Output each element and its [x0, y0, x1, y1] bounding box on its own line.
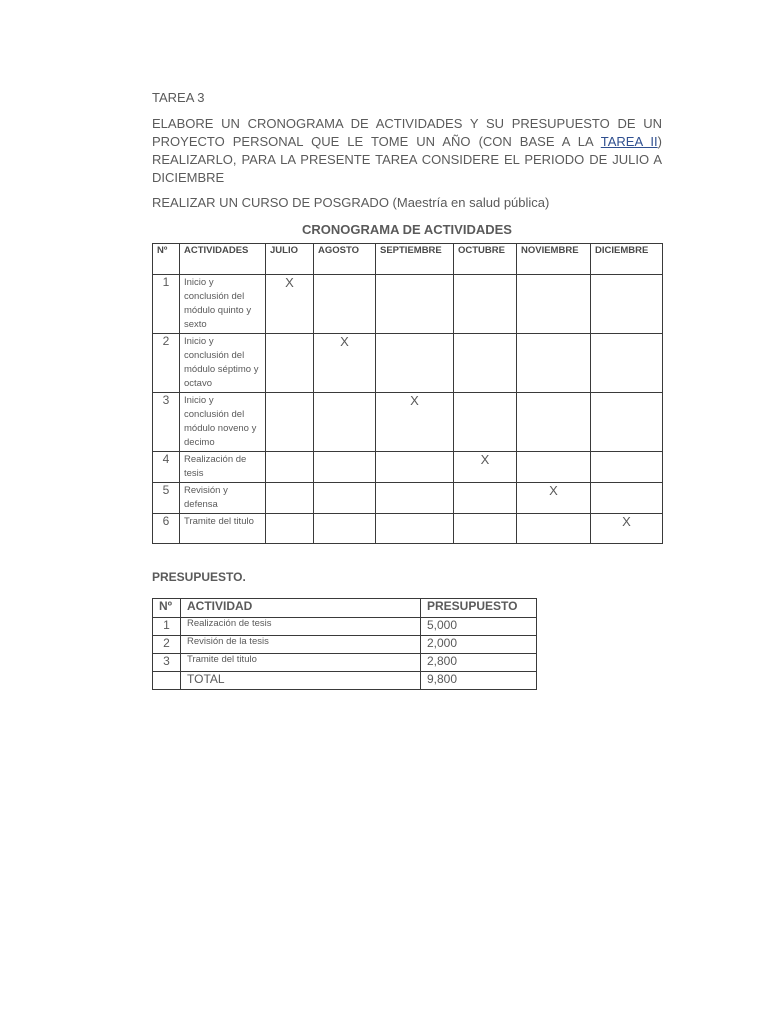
- budget-table: [152, 598, 537, 690]
- tarea-ii-link[interactable]: TAREA II: [600, 134, 658, 149]
- schedule-month-cell: [314, 452, 376, 483]
- instructions-text: ELABORE UN CRONOGRAMA DE ACTIVIDADES Y SU PRESUPUESTO DE UN PROYECTO PERSONAL QUE LE TOME UN AÑO (CON BASE A LA: [152, 116, 662, 149]
- schedule-header-6: NOVIEMBRE: [517, 244, 591, 275]
- schedule-body: [153, 275, 663, 544]
- budget-header-2: PRESUPUESTO: [421, 599, 537, 618]
- budget-row-number: 2: [153, 636, 181, 654]
- budget-row: [153, 618, 537, 636]
- schedule-mark: X: [517, 483, 591, 514]
- schedule-mark: X: [266, 275, 314, 334]
- budget-total-amount: 9,800: [421, 672, 537, 690]
- schedule-month-cell: [591, 275, 663, 334]
- budget-header-1: ACTIVIDAD: [181, 599, 421, 618]
- budget-header-0: Nº: [153, 599, 181, 618]
- budget-row-amount: 2,800: [421, 654, 537, 672]
- budget-total-number: [153, 672, 181, 690]
- schedule-month-cell: [266, 452, 314, 483]
- budget-row-amount: 5,000: [421, 618, 537, 636]
- schedule-row: [153, 393, 663, 452]
- schedule-header-row: [153, 244, 663, 275]
- schedule-row: [153, 275, 663, 334]
- schedule-row-activity: Inicio y conclusión del módulo séptimo y octavo: [180, 334, 266, 393]
- budget-total-row: [153, 672, 537, 690]
- schedule-month-cell: [454, 334, 517, 393]
- schedule-month-cell: [376, 514, 454, 544]
- schedule-mark: X: [591, 514, 663, 544]
- schedule-month-cell: [454, 393, 517, 452]
- schedule-month-cell: [266, 514, 314, 544]
- instructions-paragraph: [152, 115, 662, 187]
- schedule-month-cell: [266, 393, 314, 452]
- budget-row-activity: Revisión de la tesis: [181, 636, 421, 654]
- schedule-row-activity: Inicio y conclusión del módulo quinto y sexto: [180, 275, 266, 334]
- schedule-table: [152, 243, 663, 544]
- schedule-month-cell: [376, 334, 454, 393]
- schedule-month-cell: [314, 275, 376, 334]
- budget-row-activity: Tramite del titulo: [181, 654, 421, 672]
- schedule-month-cell: [314, 483, 376, 514]
- schedule-row-number: 5: [153, 483, 180, 514]
- schedule-row-number: 4: [153, 452, 180, 483]
- schedule-month-cell: [591, 393, 663, 452]
- schedule-header-0: Nº: [153, 244, 180, 275]
- schedule-month-cell: [314, 393, 376, 452]
- schedule-heading: CRONOGRAMA DE ACTIVIDADES: [302, 222, 512, 237]
- budget-row: [153, 636, 537, 654]
- schedule-row-number: 1: [153, 275, 180, 334]
- schedule-row: [153, 483, 663, 514]
- schedule-header-1: ACTIVIDADES: [180, 244, 266, 275]
- schedule-month-cell: [517, 334, 591, 393]
- budget-row: [153, 654, 537, 672]
- schedule-header-3: AGOSTO: [314, 244, 376, 275]
- schedule-mark: X: [454, 452, 517, 483]
- document-title: TAREA 3: [152, 90, 205, 105]
- schedule-header-2: JULIO: [266, 244, 314, 275]
- budget-header-row: [153, 599, 537, 618]
- schedule-row-number: 3: [153, 393, 180, 452]
- schedule-header-7: DICIEMBRE: [591, 244, 663, 275]
- schedule-row-number: 2: [153, 334, 180, 393]
- schedule-month-cell: [376, 275, 454, 334]
- schedule-header-5: OCTUBRE: [454, 244, 517, 275]
- schedule-month-cell: [266, 334, 314, 393]
- schedule-mark: X: [314, 334, 376, 393]
- schedule-month-cell: [266, 483, 314, 514]
- schedule-month-cell: [376, 452, 454, 483]
- schedule-mark: X: [376, 393, 454, 452]
- schedule-month-cell: [314, 514, 376, 544]
- schedule-month-cell: [517, 393, 591, 452]
- schedule-row: [153, 334, 663, 393]
- schedule-row: [153, 514, 663, 544]
- budget-row-number: 1: [153, 618, 181, 636]
- schedule-row-activity: Tramite del titulo: [180, 514, 266, 544]
- budget-total-label: TOTAL: [181, 672, 421, 690]
- budget-row-amount: 2,000: [421, 636, 537, 654]
- schedule-month-cell: [517, 514, 591, 544]
- schedule-row: [153, 452, 663, 483]
- schedule-row-activity: Realización de tesis: [180, 452, 266, 483]
- budget-body: [153, 618, 537, 690]
- schedule-month-cell: [591, 452, 663, 483]
- schedule-month-cell: [454, 514, 517, 544]
- schedule-row-number: 6: [153, 514, 180, 544]
- schedule-row-activity: Inicio y conclusión del módulo noveno y decimo: [180, 393, 266, 452]
- schedule-month-cell: [454, 275, 517, 334]
- budget-row-number: 3: [153, 654, 181, 672]
- schedule-month-cell: [591, 334, 663, 393]
- document-page: [152, 90, 662, 690]
- schedule-month-cell: [517, 452, 591, 483]
- schedule-row-activity: Revisión y defensa: [180, 483, 266, 514]
- instructions-text-after: ) REALIZARLO, PARA LA PRESENTE TAREA CONSIDERE EL PERIODO DE JULIO A DICIEMBRE: [152, 134, 662, 185]
- schedule-month-cell: [376, 483, 454, 514]
- budget-heading: PRESUPUESTO.: [152, 570, 246, 584]
- schedule-header-4: SEPTIEMBRE: [376, 244, 454, 275]
- schedule-month-cell: [517, 275, 591, 334]
- project-description: REALIZAR UN CURSO DE POSGRADO (Maestría en salud pública): [152, 195, 550, 210]
- schedule-month-cell: [591, 483, 663, 514]
- schedule-month-cell: [454, 483, 517, 514]
- budget-row-activity: Realización de tesis: [181, 618, 421, 636]
